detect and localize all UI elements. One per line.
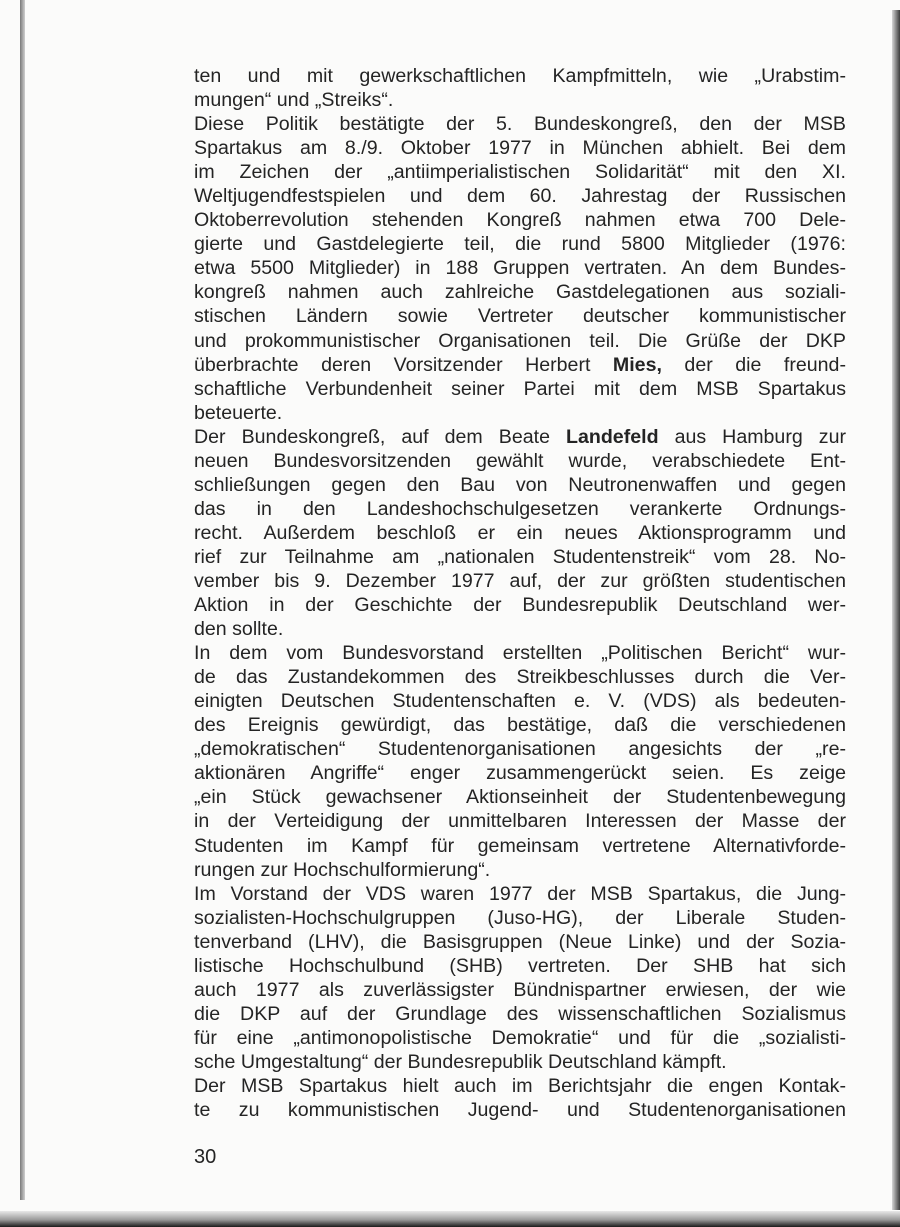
text-line: das in den Landeshochschulgesetzen verankerte Ordnungs- xyxy=(194,497,846,520)
text-line: im Zeichen der „antiimperialistischen Solidarität“ mit den XI. xyxy=(194,161,846,184)
text-line: Der Bundeskongreß, auf dem Beate Landefeld aus Hamburg zur xyxy=(194,425,846,448)
text-line: Der MSB Spartakus hielt auch im Berichtsjahr die engen Kontak- xyxy=(194,1074,846,1097)
text-line: Studenten im Kampf für gemeinsam vertretene Alternativforde- xyxy=(194,834,846,857)
text-line: Im Vorstand der VDS waren 1977 der MSB Spartakus, die Jung- xyxy=(194,882,846,905)
text-line: schließungen gegen den Bau von Neutronenwaffen und gegen xyxy=(194,473,846,496)
text-line: Spartakus am 8./9. Oktober 1977 in München abhielt. Bei dem xyxy=(194,137,846,160)
text-line: „demokratischen“ Studentenorganisationen angesichts der „re- xyxy=(194,738,846,761)
text-line: des Ereignis gewürdigt, das bestätige, daß die verschiedenen xyxy=(194,714,846,737)
text-line: aktionären Angriffe“ enger zusammengerückt seien. Es zeige xyxy=(194,762,846,785)
text-line: einigten Deutschen Studentenschaften e. V. (VDS) als bedeuten- xyxy=(194,690,846,713)
text-line: stischen Ländern sowie Vertreter deutscher kommunistischer xyxy=(194,305,846,328)
text-line: Diese Politik bestätigte der 5. Bundeskongreß, den der MSB xyxy=(194,113,846,136)
bold-name: Landefeld xyxy=(566,425,659,448)
text-line: beteuerte. xyxy=(194,401,283,424)
text-line: gierte und Gastdelegierte teil, die rund 5800 Mitglieder (1976: xyxy=(194,233,846,256)
text-line: de das Zustandekommen des Streikbeschlusses durch die Ver- xyxy=(194,666,846,689)
text-line: und prokommunistischer Organisationen teil. Die Grüße der DKP xyxy=(194,329,846,352)
text-line: Oktoberrevolution stehenden Kongreß nahmen etwa 700 Dele- xyxy=(194,209,846,232)
text-line: tenverband (LHV), die Basisgruppen (Neue Linke) und der Sozia- xyxy=(194,930,846,953)
text-line: rief zur Teilnahme am „nationalen Studentenstreik“ vom 28. No- xyxy=(194,545,846,568)
text-line: den sollte. xyxy=(194,618,284,641)
text-line: neuen Bundesvorsitzenden gewählt wurde, verabschiedete Ent- xyxy=(194,449,846,472)
text-line: schaftliche Verbundenheit seiner Partei mit dem MSB Spartakus xyxy=(194,377,846,400)
text-line: die DKP auf der Grundlage des wissenschaftlichen Sozialismus xyxy=(194,1002,846,1025)
text-line: In dem vom Bundesvorstand erstellten „Politischen Bericht“ wur- xyxy=(194,642,846,665)
text-line: auch 1977 als zuverlässigster Bündnispartner erwiesen, der wie xyxy=(194,978,846,1001)
page-bottom-edge-shadow xyxy=(0,1211,900,1227)
text-line: überbrachte deren Vorsitzender Herbert Mies, der die freund- xyxy=(194,353,846,376)
text-line: vember bis 9. Dezember 1977 auf, der zur größten studentischen xyxy=(194,569,846,592)
bold-name: Mies, xyxy=(612,353,662,376)
page-left-edge-shadow xyxy=(20,0,25,1200)
text-line: für eine „antimonopolistische Demokratie“ und für die „sozialisti- xyxy=(194,1026,846,1049)
text-line: ten und mit gewerkschaftlichen Kampfmitteln, wie „Urabstim- xyxy=(194,65,846,87)
text-line: Aktion in der Geschichte der Bundesrepublik Deutschland wer- xyxy=(194,594,846,617)
page-right-edge-shadow xyxy=(892,10,900,1210)
text-line: recht. Außerdem beschloß er ein neues Aktionsprogramm und xyxy=(194,521,846,544)
text-line: mungen“ und „Streiks“. xyxy=(194,89,394,112)
text-line: listische Hochschulbund (SHB) vertreten. Der SHB hat sich xyxy=(194,954,846,977)
text-line: kongreß nahmen auch zahlreiche Gastdelegationen aus soziali- xyxy=(194,281,846,304)
text-line: etwa 5500 Mitglieder) in 188 Gruppen vertraten. An dem Bundes- xyxy=(194,257,846,280)
text-line: „ein Stück gewachsener Aktionseinheit der Studentenbewegung xyxy=(194,786,846,809)
page-number: 30 xyxy=(194,1146,217,1168)
body-text xyxy=(194,64,846,1122)
text-line: rungen zur Hochschulformierung“. xyxy=(194,858,491,881)
text-line: Weltjugendfestspielen und dem 60. Jahrestag der Russischen xyxy=(194,185,846,208)
text-line: sche Umgestaltung“ der Bundesrepublik Deutschland kämpft. xyxy=(194,1050,727,1073)
text-line: te zu kommunistischen Jugend- und Studentenorganisationen xyxy=(194,1099,846,1122)
text-line: sozialisten-Hochschulgruppen (Juso-HG), der Liberale Studen- xyxy=(194,906,846,929)
text-line: in der Verteidigung der unmittelbaren Interessen der Masse der xyxy=(194,810,846,833)
